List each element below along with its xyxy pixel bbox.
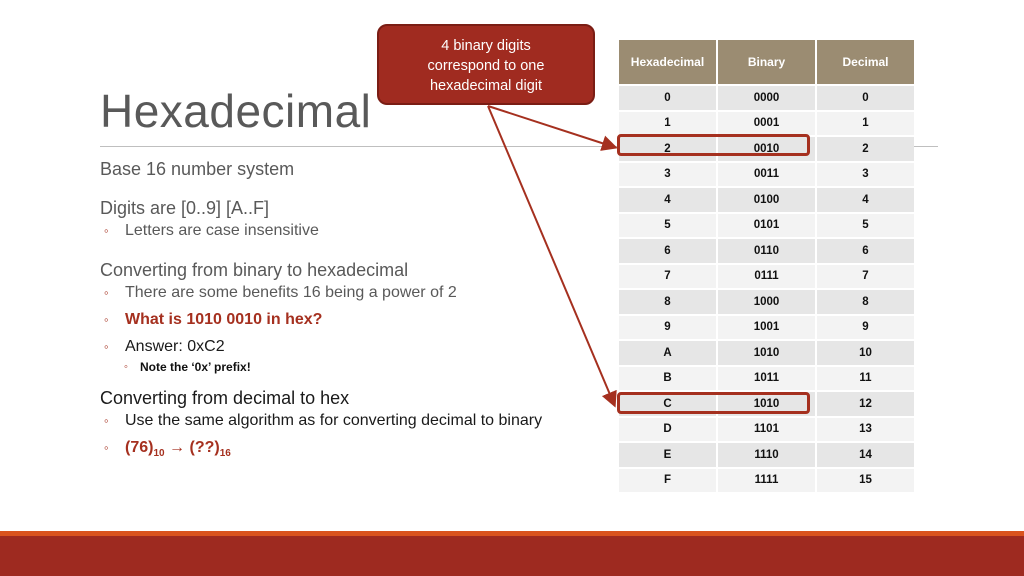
- sub-bullet-benefits: [100, 282, 610, 304]
- table-row: [619, 162, 914, 188]
- sub-bullet-question: [100, 309, 610, 331]
- cell-binary: 0000: [717, 85, 816, 111]
- bullet-ring-icon: ◦: [124, 361, 128, 373]
- bullet-binary-to-hex: Converting from binary to hexadecimal: [100, 260, 409, 280]
- cell-binary: 0100: [717, 187, 816, 213]
- cell-hex: 7: [619, 264, 717, 290]
- cell-decimal: 3: [816, 162, 914, 188]
- cell-binary: 1101: [717, 417, 816, 443]
- cell-decimal: 1: [816, 111, 914, 137]
- sub-bullet-text: Letters are case insensitive: [125, 222, 319, 239]
- bullet-decimal-to-hex: Converting from decimal to hex: [100, 388, 350, 408]
- cell-binary: 0110: [717, 238, 816, 264]
- table-row: [619, 238, 914, 264]
- cell-decimal: 12: [816, 391, 914, 417]
- table-row: [619, 366, 914, 392]
- cell-decimal: 8: [816, 289, 914, 315]
- cell-hex: 4: [619, 187, 717, 213]
- cell-decimal: 0: [816, 85, 914, 111]
- cell-hex: 2: [619, 136, 717, 162]
- bullet-ring-icon: ◦: [104, 440, 109, 455]
- exercise-number: (76): [125, 439, 154, 456]
- cell-decimal: 9: [816, 315, 914, 341]
- sub-bullet-text: There are some benefits 16 being a power of 2: [125, 284, 457, 301]
- highlight-row-c: [617, 392, 810, 414]
- answer-text: Answer: 0xC2: [125, 338, 225, 355]
- table-row: [619, 213, 914, 239]
- cell-hex: C: [619, 391, 717, 417]
- cell-binary: 1110: [717, 442, 816, 468]
- sub-bullet-algorithm: [100, 410, 610, 432]
- sub-bullet-exercise: [100, 437, 610, 465]
- sub-bullet-answer: [100, 336, 610, 358]
- table-row: [619, 264, 914, 290]
- cell-hex: 0: [619, 85, 717, 111]
- exercise-base-16: 16: [219, 448, 231, 460]
- cell-hex: D: [619, 417, 717, 443]
- callout-line: correspond to one: [427, 58, 545, 74]
- bullet-ring-icon: ◦: [104, 285, 109, 300]
- column-header-hexadecimal: Hexadecimal: [619, 40, 717, 85]
- bullet-ring-icon: ◦: [104, 413, 109, 428]
- cell-hex: 1: [619, 111, 717, 137]
- cell-hex: 3: [619, 162, 717, 188]
- cell-decimal: 14: [816, 442, 914, 468]
- cell-binary: 0111: [717, 264, 816, 290]
- cell-hex: 5: [619, 213, 717, 239]
- cell-binary: 1111: [717, 468, 816, 493]
- cell-binary: 1010: [717, 391, 816, 417]
- sub-bullet-case: [100, 220, 610, 242]
- arrow-to-row-2: [488, 106, 614, 147]
- cell-hex: 6: [619, 238, 717, 264]
- callout-line: hexadecimal digit: [429, 78, 543, 94]
- bullet-digits: Digits are [0..9] [A..F]: [100, 198, 270, 218]
- table-row: [619, 187, 914, 213]
- table-row: [619, 111, 914, 137]
- cell-decimal: 11: [816, 366, 914, 392]
- cell-binary: 1000: [717, 289, 816, 315]
- cell-binary: 1010: [717, 340, 816, 366]
- cell-binary: 0011: [717, 162, 816, 188]
- cell-hex: B: [619, 366, 717, 392]
- cell-hex: F: [619, 468, 717, 493]
- bullet-ring-icon: ◦: [104, 312, 109, 327]
- table-header-row: [619, 40, 914, 85]
- cell-hex: E: [619, 442, 717, 468]
- column-header-binary: Binary: [717, 40, 816, 85]
- table-row: [619, 289, 914, 315]
- cell-decimal: 2: [816, 136, 914, 162]
- highlight-row-2: [617, 134, 810, 156]
- table-row: [619, 417, 914, 443]
- cell-binary: 1011: [717, 366, 816, 392]
- callout-box: [377, 24, 595, 105]
- right-arrow-icon: →: [169, 439, 186, 456]
- bullet-ring-icon: ◦: [104, 339, 109, 354]
- exercise-text: [125, 439, 231, 460]
- callout-line: 4 binary digits: [441, 38, 531, 54]
- column-header-decimal: Decimal: [816, 40, 914, 85]
- cell-hex: 9: [619, 315, 717, 341]
- question-text: What is 1010 0010 in hex?: [125, 311, 323, 328]
- table-row: [619, 315, 914, 341]
- cell-hex: A: [619, 340, 717, 366]
- cell-binary: 1001: [717, 315, 816, 341]
- exercise-unknown: (??): [189, 439, 220, 456]
- cell-decimal: 7: [816, 264, 914, 290]
- cell-decimal: 13: [816, 417, 914, 443]
- slide-title: Hexadecimal: [100, 85, 372, 137]
- cell-binary: 0001: [717, 111, 816, 137]
- cell-binary: 0010: [717, 136, 816, 162]
- cell-decimal: 4: [816, 187, 914, 213]
- bullet-base16: Base 16 number system: [100, 159, 295, 179]
- table-row: [619, 442, 914, 468]
- table-row: [619, 468, 914, 493]
- footer-band: [0, 536, 1024, 576]
- cell-hex: 8: [619, 289, 717, 315]
- table-row: [619, 85, 914, 111]
- sub-bullet-text: Use the same algorithm as for converting decimal to binary: [125, 412, 543, 429]
- table-row: [619, 340, 914, 366]
- hex-conversion-table: [619, 40, 914, 492]
- cell-binary: 0101: [717, 213, 816, 239]
- cell-decimal: 15: [816, 468, 914, 493]
- cell-decimal: 6: [816, 238, 914, 264]
- sub-sub-bullet-prefix: [100, 358, 610, 376]
- cell-decimal: 5: [816, 213, 914, 239]
- exercise-base-10: 10: [153, 448, 165, 460]
- bullet-content: [100, 157, 610, 465]
- cell-decimal: 10: [816, 340, 914, 366]
- prefix-note-text: Note the ‘0x’ prefix!: [140, 360, 251, 374]
- bullet-ring-icon: ◦: [104, 223, 109, 238]
